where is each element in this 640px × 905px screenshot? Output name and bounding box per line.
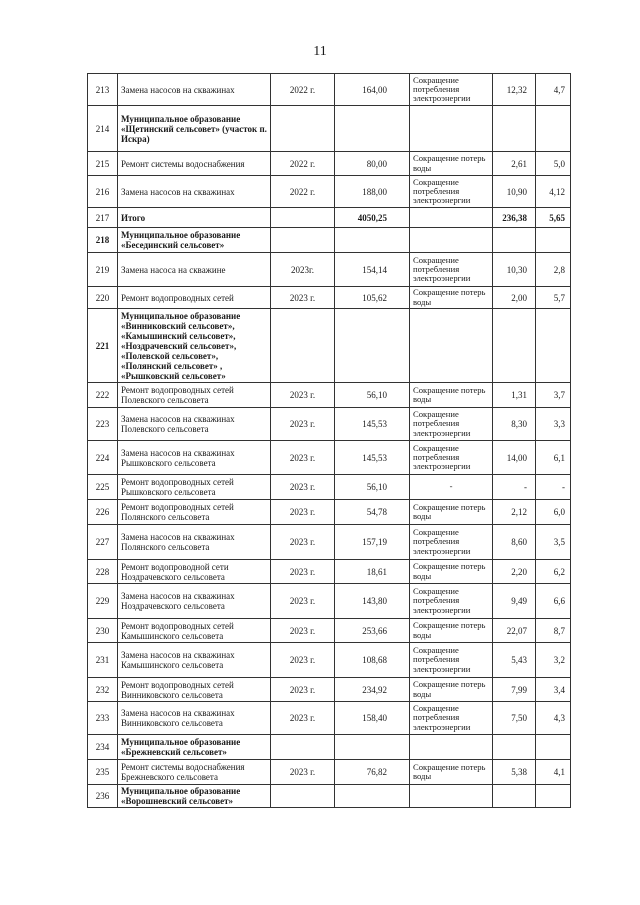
cell-year: 2023 г.	[271, 525, 335, 560]
cell-result: -	[410, 475, 493, 500]
cell-measure-name: Муниципальное образование «Щетинский сельсовет» (участок п. Искра)	[118, 106, 271, 152]
cell-year	[271, 228, 335, 253]
cell-cost: 164,00	[335, 74, 410, 106]
cell-saving-value: 22,07	[493, 619, 536, 643]
cell-measure-name: Замена насосов на скважинах Винниковского сельсовета	[118, 702, 271, 735]
cell-row-number: 217	[88, 208, 118, 228]
cell-payback-period: 3,4	[536, 678, 571, 702]
cell-cost: 234,92	[335, 678, 410, 702]
cell-year: 2023 г.	[271, 441, 335, 475]
table-row	[88, 383, 571, 408]
cell-result: Сокращение потерь воды	[410, 560, 493, 584]
cell-saving-value: 2,61	[493, 152, 536, 176]
cell-result	[410, 785, 493, 808]
cell-cost: 56,10	[335, 475, 410, 500]
cell-saving-value: 7,99	[493, 678, 536, 702]
cell-year: 2023 г.	[271, 584, 335, 619]
cell-payback-period: 4,1	[536, 760, 571, 785]
cell-saving-value	[493, 309, 536, 383]
cell-result: Сокращение потребления электроэнергии	[410, 74, 493, 106]
table-row	[88, 408, 571, 441]
cell-payback-period: 5,0	[536, 152, 571, 176]
cell-year: 2022 г.	[271, 176, 335, 208]
cell-cost: 4050,25	[335, 208, 410, 228]
cell-payback-period: 4,3	[536, 702, 571, 735]
cell-year: 2023 г.	[271, 560, 335, 584]
cell-year	[271, 309, 335, 383]
cell-saving-value: 8,60	[493, 525, 536, 560]
cell-result	[410, 228, 493, 253]
cell-measure-name: Ремонт водопроводных сетей Камышинского сельсовета	[118, 619, 271, 643]
cell-cost: 157,19	[335, 525, 410, 560]
cell-measure-name: Ремонт водопроводных сетей Винниковского сельсовета	[118, 678, 271, 702]
cell-cost: 54,78	[335, 500, 410, 525]
cell-result	[410, 735, 493, 760]
cell-year: 2023 г.	[271, 678, 335, 702]
cell-year: 2022 г.	[271, 152, 335, 176]
cell-cost	[335, 309, 410, 383]
cell-year: 2023 г.	[271, 619, 335, 643]
cell-payback-period: 2,8	[536, 253, 571, 287]
cell-row-number: 219	[88, 253, 118, 287]
cell-year: 2023г.	[271, 253, 335, 287]
cell-payback-period	[536, 106, 571, 152]
table-body	[88, 74, 571, 808]
cell-payback-period: 6,0	[536, 500, 571, 525]
cell-saving-value	[493, 735, 536, 760]
cell-measure-name: Ремонт водопроводных сетей	[118, 287, 271, 309]
cell-saving-value: 2,12	[493, 500, 536, 525]
cell-payback-period: 8,7	[536, 619, 571, 643]
cell-payback-period: 4,7	[536, 74, 571, 106]
cell-cost: 145,53	[335, 408, 410, 441]
cell-measure-name: Муниципальное образование «Винниковский сельсовет», «Камышинский сельсовет», «Ноздрачевский сельсовет», «Полевской сельсовет», «Полянский сельсовет» , «Рышковский сельсовет»	[118, 309, 271, 383]
table-row	[88, 309, 571, 383]
cell-row-number: 227	[88, 525, 118, 560]
table-row	[88, 560, 571, 584]
cell-result: Сокращение потребления электроэнергии	[410, 408, 493, 441]
cell-measure-name: Замена насосов на скважинах	[118, 176, 271, 208]
cell-measure-name: Муниципальное образование «Брежневский сельсовет»	[118, 735, 271, 760]
cell-cost	[335, 785, 410, 808]
cell-row-number: 218	[88, 228, 118, 253]
cell-payback-period: 3,5	[536, 525, 571, 560]
table-row	[88, 208, 571, 228]
table-row	[88, 702, 571, 735]
cell-saving-value: 7,50	[493, 702, 536, 735]
cell-saving-value: 8,30	[493, 408, 536, 441]
cell-row-number: 231	[88, 643, 118, 678]
cell-cost: 76,82	[335, 760, 410, 785]
cell-payback-period: 5,65	[536, 208, 571, 228]
cell-year: 2023 г.	[271, 287, 335, 309]
cell-result	[410, 309, 493, 383]
cell-row-number: 223	[88, 408, 118, 441]
cell-result: Сокращение потребления электроэнергии	[410, 441, 493, 475]
cell-row-number: 236	[88, 785, 118, 808]
cell-saving-value: 9,49	[493, 584, 536, 619]
cell-saving-value: 2,20	[493, 560, 536, 584]
cell-row-number: 229	[88, 584, 118, 619]
cell-result: Сокращение потребления электроэнергии	[410, 643, 493, 678]
cell-cost: 105,62	[335, 287, 410, 309]
table-row	[88, 785, 571, 808]
cell-measure-name: Замена насосов на скважинах Ноздрачевского сельсовета	[118, 584, 271, 619]
cell-payback-period: -	[536, 475, 571, 500]
cell-result: Сокращение потребления электроэнергии	[410, 253, 493, 287]
cell-year: 2023 г.	[271, 760, 335, 785]
cell-year	[271, 106, 335, 152]
cell-saving-value: 1,31	[493, 383, 536, 408]
cell-result: Сокращение потребления электроэнергии	[410, 584, 493, 619]
table-row	[88, 176, 571, 208]
cell-cost: 18,61	[335, 560, 410, 584]
cell-measure-name: Ремонт водопроводных сетей Полянского сельсовета	[118, 500, 271, 525]
cell-saving-value: 14,00	[493, 441, 536, 475]
cell-cost: 253,66	[335, 619, 410, 643]
cell-year	[271, 735, 335, 760]
cell-row-number: 222	[88, 383, 118, 408]
cell-year: 2023 г.	[271, 643, 335, 678]
cell-payback-period: 6,2	[536, 560, 571, 584]
cell-cost: 158,40	[335, 702, 410, 735]
cell-measure-name: Муниципальное образование «Бесединский сельсовет»	[118, 228, 271, 253]
table-row	[88, 500, 571, 525]
cell-measure-name: Ремонт водопроводной сети Ноздрачевского сельсовета	[118, 560, 271, 584]
cell-saving-value: 10,90	[493, 176, 536, 208]
cell-result: Сокращение потребления электроэнергии	[410, 176, 493, 208]
table-row	[88, 441, 571, 475]
cell-saving-value: 12,32	[493, 74, 536, 106]
table-row	[88, 525, 571, 560]
table-row	[88, 228, 571, 253]
cell-measure-name: Замена насосов на скважинах	[118, 74, 271, 106]
cell-payback-period	[536, 309, 571, 383]
cell-cost: 143,80	[335, 584, 410, 619]
table-row	[88, 106, 571, 152]
table-row	[88, 760, 571, 785]
cell-result	[410, 106, 493, 152]
cell-row-number: 225	[88, 475, 118, 500]
cell-saving-value: -	[493, 475, 536, 500]
cell-row-number: 224	[88, 441, 118, 475]
cell-measure-name: Муниципальное образование «Ворошневский сельсовет»	[118, 785, 271, 808]
cell-result: Сокращение потребления электроэнергии	[410, 702, 493, 735]
cell-row-number: 214	[88, 106, 118, 152]
cell-measure-name: Замена насосов на скважинах Рышковского сельсовета	[118, 441, 271, 475]
cell-cost	[335, 735, 410, 760]
cell-cost: 145,53	[335, 441, 410, 475]
cell-payback-period: 3,3	[536, 408, 571, 441]
cell-payback-period: 6,1	[536, 441, 571, 475]
cell-row-number: 230	[88, 619, 118, 643]
cell-year: 2022 г.	[271, 74, 335, 106]
cell-result: Сокращение потерь воды	[410, 678, 493, 702]
cell-cost: 80,00	[335, 152, 410, 176]
cell-row-number: 226	[88, 500, 118, 525]
cell-row-number: 216	[88, 176, 118, 208]
table-row	[88, 287, 571, 309]
page-number: 11	[313, 44, 327, 59]
cell-result: Сокращение потребления электроэнергии	[410, 525, 493, 560]
cell-result: Сокращение потерь воды	[410, 500, 493, 525]
cell-payback-period: 4,12	[536, 176, 571, 208]
cell-year: 2023 г.	[271, 702, 335, 735]
table-row	[88, 475, 571, 500]
cell-cost: 154,14	[335, 253, 410, 287]
cell-row-number: 235	[88, 760, 118, 785]
table-row	[88, 735, 571, 760]
table-row	[88, 584, 571, 619]
cell-payback-period: 3,7	[536, 383, 571, 408]
table-row	[88, 678, 571, 702]
cell-saving-value: 5,38	[493, 760, 536, 785]
cell-measure-name: Ремонт водопроводных сетей Рышковского сельсовета	[118, 475, 271, 500]
table-row	[88, 253, 571, 287]
cell-payback-period: 3,2	[536, 643, 571, 678]
cell-saving-value: 2,00	[493, 287, 536, 309]
cell-measure-name: Замена насосов на скважинах Полянского сельсовета	[118, 525, 271, 560]
cell-row-number: 228	[88, 560, 118, 584]
cell-result: Сокращение потерь воды	[410, 760, 493, 785]
cell-measure-name: Ремонт системы водоснабжения Брежневского сельсовета	[118, 760, 271, 785]
cell-cost	[335, 106, 410, 152]
cell-cost: 188,00	[335, 176, 410, 208]
cell-measure-name: Замена насосов на скважинах Камышинского сельсовета	[118, 643, 271, 678]
cell-year: 2023 г.	[271, 475, 335, 500]
cell-row-number: 233	[88, 702, 118, 735]
table-row	[88, 643, 571, 678]
cell-measure-name: Замена насоса на скважине	[118, 253, 271, 287]
cell-result: Сокращение потерь воды	[410, 383, 493, 408]
cell-payback-period	[536, 785, 571, 808]
cell-row-number: 232	[88, 678, 118, 702]
cell-measure-name: Ремонт системы водоснабжения	[118, 152, 271, 176]
cell-cost: 56,10	[335, 383, 410, 408]
cell-cost: 108,68	[335, 643, 410, 678]
cell-row-number: 220	[88, 287, 118, 309]
cell-result	[410, 208, 493, 228]
measures-table	[87, 73, 571, 808]
cell-saving-value	[493, 228, 536, 253]
cell-result: Сокращение потерь воды	[410, 152, 493, 176]
cell-payback-period: 6,6	[536, 584, 571, 619]
cell-measure-name: Ремонт водопроводных сетей Полевского сельсовета	[118, 383, 271, 408]
cell-year	[271, 208, 335, 228]
cell-payback-period	[536, 735, 571, 760]
cell-saving-value: 236,38	[493, 208, 536, 228]
cell-saving-value: 10,30	[493, 253, 536, 287]
table-row	[88, 619, 571, 643]
cell-payback-period	[536, 228, 571, 253]
cell-row-number: 234	[88, 735, 118, 760]
cell-result: Сокращение потерь воды	[410, 287, 493, 309]
cell-cost	[335, 228, 410, 253]
cell-year: 2023 г.	[271, 383, 335, 408]
cell-year	[271, 785, 335, 808]
table-row	[88, 152, 571, 176]
cell-year: 2023 г.	[271, 408, 335, 441]
cell-payback-period: 5,7	[536, 287, 571, 309]
cell-result: Сокращение потерь воды	[410, 619, 493, 643]
cell-saving-value	[493, 106, 536, 152]
cell-saving-value: 5,43	[493, 643, 536, 678]
cell-measure-name: Итого	[118, 208, 271, 228]
cell-measure-name: Замена насосов на скважинах Полевского сельсовета	[118, 408, 271, 441]
table-row	[88, 74, 571, 106]
cell-row-number: 215	[88, 152, 118, 176]
cell-year: 2023 г.	[271, 500, 335, 525]
cell-row-number: 221	[88, 309, 118, 383]
cell-saving-value	[493, 785, 536, 808]
cell-row-number: 213	[88, 74, 118, 106]
